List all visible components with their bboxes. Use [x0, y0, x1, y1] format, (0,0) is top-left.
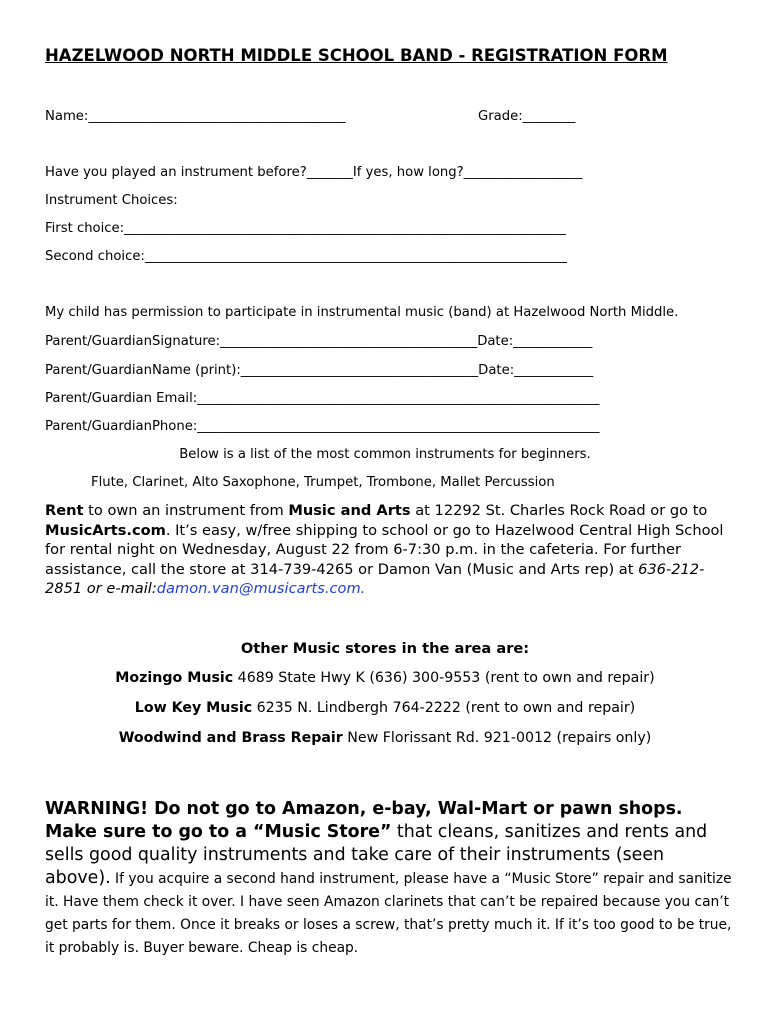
rent-text: at 12292 St. Charles Rock Road or go to: [410, 502, 708, 519]
instruments-intro: Below is a list of the most common instruments for beginners.: [179, 447, 591, 462]
warning-text: that cleans, sanitizes and rents and sells good quality instruments and take care of their instruments (seen above).: [45, 822, 708, 888]
rent-label: Rent: [45, 502, 84, 519]
instrument-choices-label: Instrument Choices:: [45, 193, 178, 208]
second-choice-field[interactable]: Second choice:________________________________________________________________: [45, 249, 567, 264]
store-item: [0, 670, 770, 686]
rent-text: . It’s easy, w/free shipping to school or go to Hazelwood Central High School for rental night on Wednesday, August 22 from 6-7:30 p.m. in the cafeteria. For further assistance, call the store at 314-739-4265 or Damon Van (Music and Arts rep) at: [45, 521, 724, 578]
instruments-list: Flute, Clarinet, Alto Saxophone, Trumpet, Trombone, Mallet Percussion: [91, 475, 555, 490]
store-detail: New Florissant Rd. 921-0012 (repairs only): [342, 730, 652, 746]
rent-end: .: [360, 580, 366, 597]
store-item: [0, 700, 770, 716]
rent-paragraph: [45, 501, 735, 599]
grade-field[interactable]: Grade:________: [478, 109, 576, 124]
signature-field[interactable]: Parent/GuardianSignature:_______________________________________Date:____________: [45, 334, 593, 349]
first-choice-field[interactable]: First choice:___________________________________________________________________: [45, 221, 566, 236]
name-field[interactable]: Name:_______________________________________: [45, 109, 346, 124]
store-detail: 4689 State Hwy K (636) 300-9553 (rent to own and repair): [233, 670, 655, 686]
store-name: Low Key Music: [134, 700, 253, 716]
warning-paragraph: [45, 798, 735, 959]
played-before-field[interactable]: Have you played an instrument before?_______If yes, how long?__________________: [45, 165, 583, 180]
store-detail: 6235 N. Lindbergh 764-2222 (rent to own and repair): [252, 700, 636, 716]
store-name: Woodwind and Brass Repair: [118, 730, 343, 746]
rep-phone: 636-212-2851 or e-mail:: [45, 560, 705, 597]
warning-details: If you acquire a second hand instrument, please have a “Music Store” repair and sanitize it. Have them check it over. I have seen Amazon clarinets that can’t be repaired because you can’t get parts for them. Once it breaks or loses a screw, that’s pretty much it. If it’s too good to be true, it probably is. Buyer beware. Cheap is cheap.: [45, 871, 732, 956]
permission-statement: My child has permission to participate in instrumental music (band) at Hazelwood North Middle.: [45, 305, 679, 320]
phone-field[interactable]: Parent/GuardianPhone:_____________________________________________________________: [45, 419, 600, 434]
rep-email-link[interactable]: damon.van@musicarts.com: [156, 580, 361, 597]
stores-heading: Other Music stores in the area are:: [240, 640, 530, 657]
print-name-field[interactable]: Parent/GuardianName (print):____________________________________Date:____________: [45, 363, 594, 378]
page-title: HAZELWOOD NORTH MIDDLE SCHOOL BAND - REGISTRATION FORM: [45, 46, 668, 65]
musicarts-site: MusicArts.com: [45, 521, 166, 539]
store-item: [0, 730, 770, 746]
email-field[interactable]: Parent/Guardian Email:_____________________________________________________________: [45, 391, 600, 406]
music-and-arts-name: Music and Arts: [288, 502, 411, 519]
store-name: Mozingo Music: [115, 670, 234, 686]
rent-text: to own an instrument from: [83, 502, 289, 519]
warning-heading: WARNING! Do not go to Amazon, e-bay, Wal-Mart or pawn shops. Make sure to go to a “Music Store”: [45, 799, 683, 842]
